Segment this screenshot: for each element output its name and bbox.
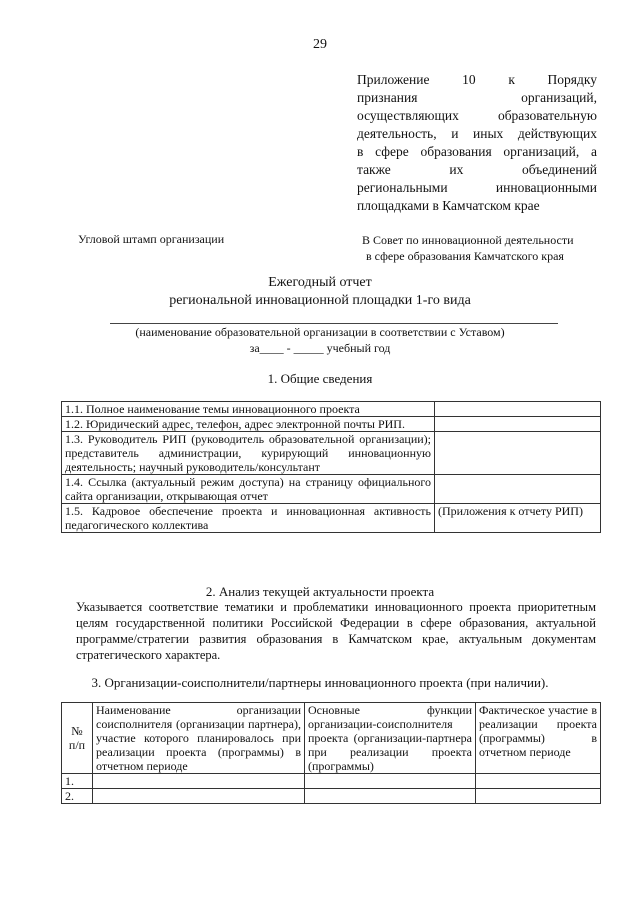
table-cell [93,789,305,804]
addressee-line: В Совет по инновационной деятельности [362,233,574,247]
table-row [62,417,601,432]
row-value [435,417,601,432]
row-value [435,402,601,417]
org-name-line [110,323,558,324]
appendix-line: осуществляющих образовательную [357,108,597,123]
addressee-line: в сфере образования Камчатского края [366,249,564,263]
table-cell [93,774,305,789]
row-number: 2. [62,789,93,804]
table-header-row [62,703,601,774]
row-number: 1. [62,774,93,789]
table-cell [476,774,601,789]
row-value [435,432,601,475]
row-value: (Приложения к отчету РИП) [435,504,601,533]
report-subtitle: региональной инновационной площадки 1-го вида [169,293,471,308]
appendix-line: также их объединений [357,162,597,177]
column-header-number: № п/п [62,703,93,774]
corner-stamp-label: Угловой штамп организации [78,232,225,246]
appendix-line: признания организаций, [357,90,597,105]
row-value [435,475,601,504]
table-row [62,402,601,417]
table-row [62,789,601,804]
table-cell [476,789,601,804]
table-row [62,774,601,789]
report-title: Ежегодный отчет [268,275,372,290]
row-label: 1.2. Юридический адрес, телефон, адрес электронной почты РИП. [62,417,435,432]
appendix-reference [357,71,597,215]
column-header-actual-participation: Фактическое участие в реализации проекта (программы) в отчетном периоде [476,703,601,774]
table-cell [305,774,476,789]
column-header-functions: Основные функции организации-соисполнителя проекта (организации-партнера при реализации проекта (программы) [305,703,476,774]
section-1-heading: 1. Общие сведения [267,371,373,386]
general-info-table [61,401,601,533]
section-2-body: Указывается соответствие тематики и проблематики инновационного проекта приоритетным целям государственной политики Российской Федерации в сфере образования, актуальной программе/стратегии развития образования в Камчатском крае, актуальным документам стратегического характера. [76,600,596,662]
org-name-caption: (наименование образовательной организации в соответствии с Уставом) [135,325,505,339]
page-number: 29 [313,37,327,52]
section-2-heading: 2. Анализ текущей актуальности проекта [205,584,435,599]
row-label: 1.4. Ссылка (актуальный режим доступа) на страницу официального сайта организации, открывающая отчет [62,475,435,504]
row-label: 1.5. Кадровое обеспечение проекта и инновационная активность педагогического коллектива [62,504,435,533]
column-header-partner-name: Наименование организации соисполнителя (организации партнера), участие которого планировалось при реализации проекта (программы) в отчетном периоде [93,703,305,774]
appendix-line: Приложение 10 к Порядку [357,72,597,87]
table-cell [305,789,476,804]
academic-year-line: за____ - _____ учебный год [249,341,391,355]
appendix-line: в сфере образования организаций, а [357,144,597,159]
section-3-heading: 3. Организации-соисполнители/партнеры инновационного проекта (при наличии). [91,675,549,690]
row-label: 1.3. Руководитель РИП (руководитель образовательной организации); представитель администрации, курирующий инновационную деятельность; научный руководитель/консультант [62,432,435,475]
table-row [62,475,601,504]
table-row [62,432,601,475]
table-row [62,504,601,533]
addressee-block [362,232,574,264]
row-label: 1.1. Полное наименование темы инновационного проекта [62,402,435,417]
partners-table [61,702,601,804]
appendix-line: региональными инновационными [357,180,597,195]
appendix-line: деятельность, и иных действующих [357,126,597,141]
appendix-line: площадками в Камчатском крае [357,198,540,213]
